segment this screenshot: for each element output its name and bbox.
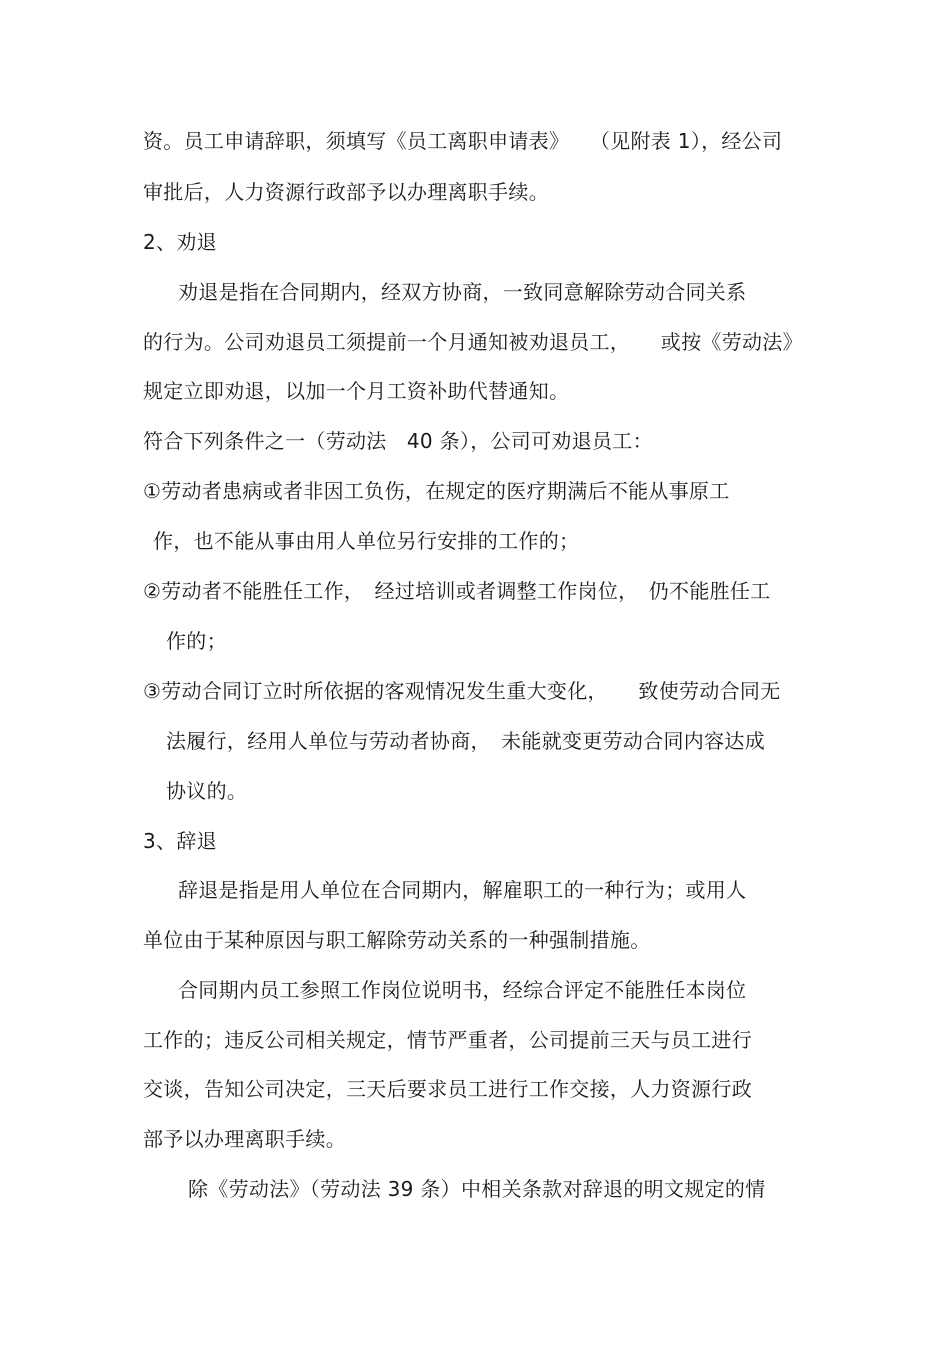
list-item: ①劳动者患病或者非因工负伤，在规定的医疗期满后不能从事原工: [143, 479, 730, 503]
section-heading: 3、辞退: [143, 829, 217, 853]
text-line: 劝退是指在合同期内，经双方协商，一致同意解除劳动合同关系: [178, 280, 747, 304]
list-item-continuation: 法履行，经用人单位与劳动者协商， 未能就变更劳动合同内容达成: [166, 729, 765, 753]
list-item: ②劳动者不能胜任工作， 经过培训或者调整工作岗位， 仍不能胜任工: [143, 579, 771, 603]
list-item: ③劳动合同订立时所依据的客观情况发生重大变化， 致使劳动合同无: [143, 679, 781, 703]
text-line: 的行为。公司劝退员工须提前一个月通知被劝退员工， 或按《劳动法》: [143, 330, 803, 354]
text-line: 工作的；违反公司相关规定，情节严重者，公司提前三天与员工进行: [143, 1028, 752, 1052]
text-line: 部予以办理离职手续。: [143, 1127, 346, 1151]
list-item-continuation: 协议的。: [166, 779, 248, 803]
text-line: 合同期内员工参照工作岗位说明书，经综合评定不能胜任本岗位: [178, 978, 747, 1002]
text-line: 单位由于某种原因与职工解除劳动关系的一种强制措施。: [143, 928, 651, 952]
text-line: 资。员工申请辞职，须填写《员工离职申请表》 （见附表 1），经公司: [143, 129, 783, 153]
list-item-continuation: 作的；: [166, 629, 227, 653]
text-line: 辞退是指是用人单位在合同期内，解雇职工的一种行为；或用人: [178, 878, 747, 902]
section-heading: 2、劝退: [143, 230, 217, 254]
text-line: 规定立即劝退，以加一个月工资补助代替通知。: [143, 379, 570, 403]
text-line: 符合下列条件之一（劳动法 40 条），公司可劝退员工：: [143, 429, 653, 453]
list-item-continuation: 作，也不能从事由用人单位另行安排的工作的；: [153, 529, 580, 553]
text-line: 审批后，人力资源行政部予以办理离职手续。: [143, 180, 549, 204]
text-line: 交谈，告知公司决定，三天后要求员工进行工作交接，人力资源行政: [143, 1077, 752, 1101]
text-line: 除《劳动法》（劳动法 39 条）中相关条款对辞退的明文规定的情: [188, 1177, 766, 1201]
